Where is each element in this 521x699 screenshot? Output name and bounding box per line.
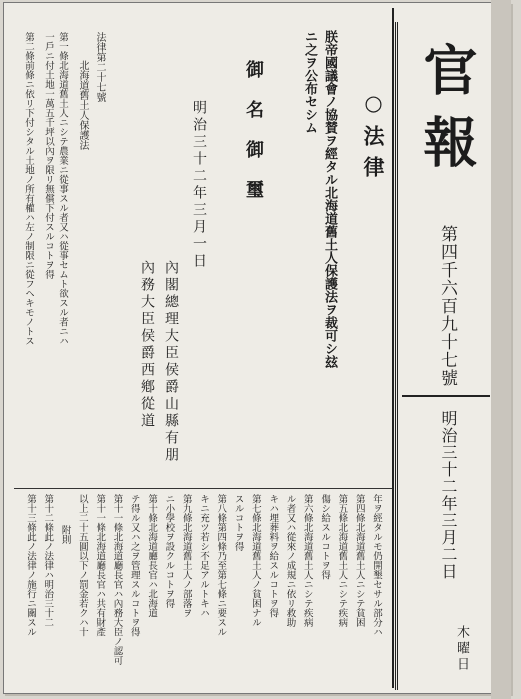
- lower-column-line: スルコトヲ得: [232, 494, 244, 551]
- lower-column-line: 第十三條此ノ法律ノ施行ニ關スル: [25, 494, 36, 637]
- article-1a: 第一條北海道舊土人ニシテ農業ニ從事スル者又ハ從事セムト欲スル者ニハ: [57, 32, 68, 346]
- masthead-title: 官報: [415, 42, 479, 186]
- page-gutter: [491, 0, 511, 699]
- lower-column-line: 附則: [59, 525, 71, 544]
- decree-line-2: ニ之ヲ公布セシム: [302, 30, 317, 134]
- lower-column-line: 第九條北海道舊土人ノ部落ヲ: [180, 494, 192, 618]
- law-number: 法律第二十七號: [94, 32, 105, 102]
- article-1b: 一戶ニ付土地一萬五千坪以內ヲ限リ無償下付スルコトヲ得: [43, 32, 54, 279]
- signature-date: 明治三十二年三月一日: [191, 100, 207, 270]
- lower-column-line: ル者又ハ從來ノ成規ニ依リ救助: [284, 494, 296, 627]
- lower-column-line: 第十一條北海道廳長官ハ內務大臣ノ認可: [111, 494, 123, 665]
- masthead-divider: [402, 395, 490, 397]
- lower-column-line: キニ充ツ若シ不足アルトキハ: [198, 494, 209, 618]
- imperial-signature: 御名御璽: [243, 60, 264, 220]
- lower-column-line: 以上二十五圓以下ノ罰金若クハ十: [76, 494, 88, 637]
- lower-column-line: 第十條北海道廳長官ハ北海道: [146, 494, 158, 618]
- lower-column-line: 第四條北海道舊土人ニシテ貧困: [353, 494, 365, 627]
- issue-weekday: 木曜日: [454, 625, 469, 673]
- decree-line-1: 朕帝國議會ノ協賛ヲ經タル北海道舊土人保護法ヲ裁可シ玆: [322, 30, 337, 368]
- lower-column-line: 第八條第四條乃至第七條ニ要スル: [215, 494, 227, 637]
- section-heading: ○法律: [361, 90, 386, 187]
- lower-column-line: 傷シ給スルコトヲ得: [319, 494, 331, 580]
- lower-column-line: ニ小學校ヲ設クルコトヲ得: [163, 494, 175, 608]
- lower-column-line: 第十一條北海道廳長官ハ共有財產: [94, 494, 106, 637]
- lower-column-line: 第七條北海道舊土人ノ貧困ナル: [249, 494, 261, 627]
- issue-number: 第四千六百九十七號: [437, 225, 457, 387]
- lower-column-line: 第六條北海道舊土人ニシテ疾病: [301, 494, 313, 627]
- article-2: 第二條前條ニ依リ下付シタル土地ノ所有權ハ左ノ制限ニ從フヘキモノトス: [23, 32, 34, 346]
- law-title: 北海道舊土人保護法: [77, 60, 88, 150]
- section-divider: [14, 488, 392, 489]
- lower-column-line: 第五條北海道舊土人ニシテ疾病: [336, 494, 348, 627]
- issue-date: 明治三十二年三月二日: [439, 410, 458, 580]
- lower-column-line: 第十二條此ノ法律ハ明治三十二: [42, 494, 54, 627]
- lower-column-line: テ得ル又ハ之ヲ管理スルコトヲ得: [128, 494, 140, 637]
- lower-column-line: キハ埋葬料ヲ給スルコトヲ得: [267, 494, 279, 618]
- minister-2: 內務大臣侯爵西鄕從道: [139, 260, 155, 430]
- minister-1: 內閣總理大臣侯爵山縣有朋: [163, 260, 179, 464]
- lower-column-line: 年ヲ經タルモ仍開墾セサル部分ハ: [371, 494, 382, 637]
- column-rule: [392, 8, 394, 688]
